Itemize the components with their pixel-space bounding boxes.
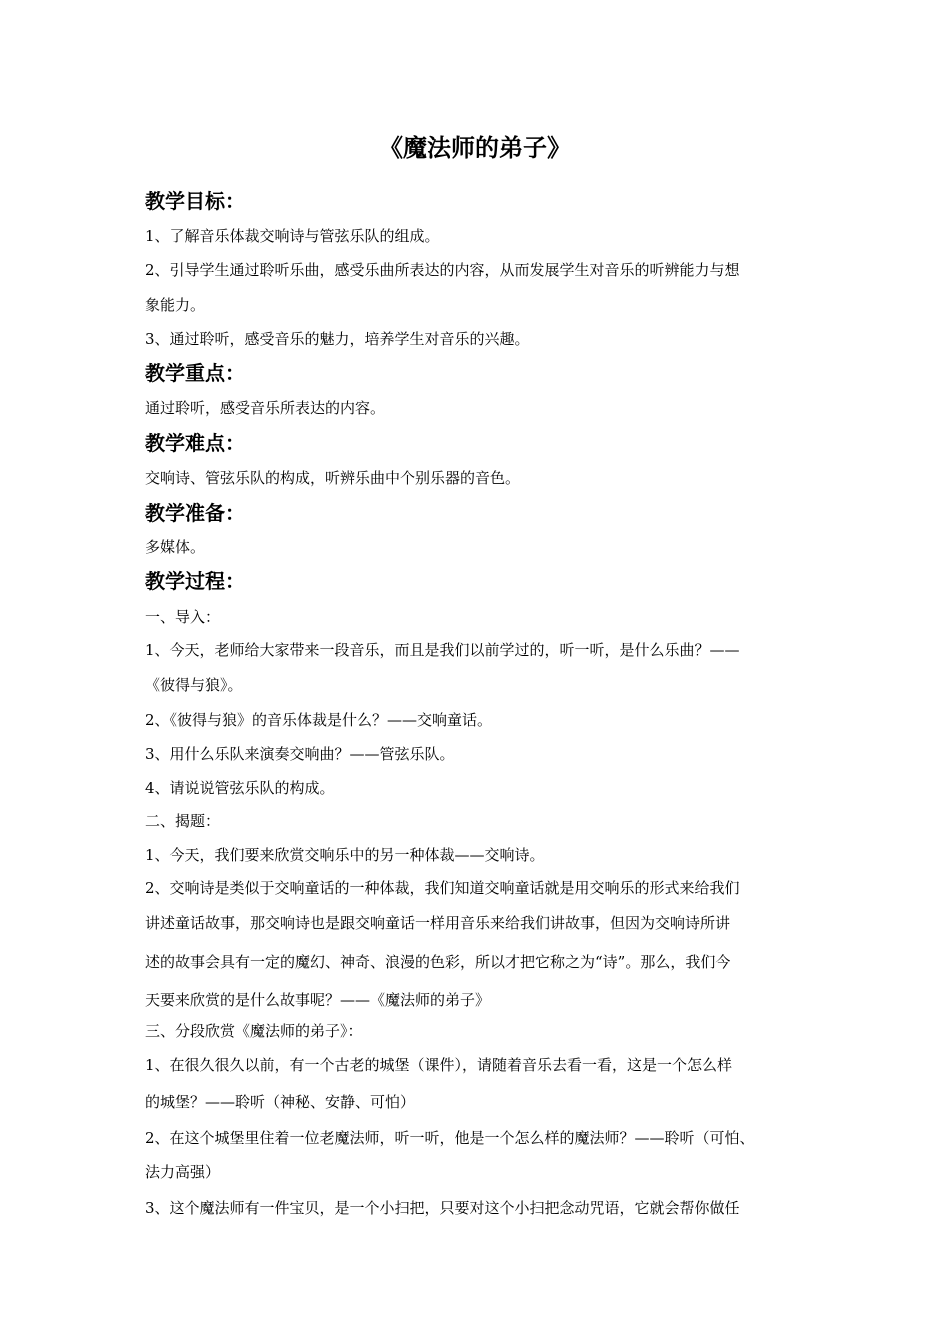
process-line: 讲述童话故事，那交响诗也是跟交响童话一样用音乐来给我们讲故事，但因为交响诗所讲: [145, 914, 731, 932]
process-line: 1、今天，老师给大家带来一段音乐，而且是我们以前学过的，听一听，是什么乐曲？——: [145, 641, 740, 659]
process-line: 天要来欣赏的是什么故事呢？——《魔法师的弟子》: [145, 991, 491, 1009]
process-line: 的城堡？——聆听（神秘、安静、可怕）: [145, 1093, 416, 1111]
process-line: 3、这个魔法师有一件宝贝，是一个小扫把，只要对这个小扫把念动咒语，它就会帮你做任: [145, 1199, 740, 1217]
process-line: 2、交响诗是类似于交响童话的一种体裁，我们知道交响童话就是用交响乐的形式来给我们: [145, 879, 740, 897]
process-line: 一、导入：: [145, 608, 221, 626]
process-line: 2、《彼得与狼》的音乐体裁是什么？——交响童话。: [145, 711, 493, 729]
process-line: 2、在这个城堡里住着一位老魔法师，听一听，他是一个怎么样的魔法师？——聆听（可怕、: [145, 1129, 755, 1147]
process-line: 1、在很久很久以前，有一个古老的城堡（课件），请随着音乐去看一看，这是一个怎么样: [145, 1056, 733, 1074]
objective-line: 2、引导学生通过聆听乐曲，感受乐曲所表达的内容，从而发展学生对音乐的听辨能力与想: [145, 261, 740, 279]
preparation-heading: 教学准备：: [145, 501, 245, 525]
process-line: 《彼得与狼》。: [145, 676, 243, 694]
difficulties-heading: 教学难点：: [145, 431, 245, 455]
process-line: 1、今天，我们要来欣赏交响乐中的另一种体裁——交响诗。: [145, 846, 545, 864]
key-points-heading: 教学重点：: [145, 361, 245, 385]
document-title: 《魔法师的弟子》: [379, 134, 571, 162]
objectives-heading: 教学目标：: [145, 189, 245, 213]
process-line: 3、用什么乐队来演奏交响曲？——管弦乐队。: [145, 745, 455, 763]
process-line: 二、揭题：: [145, 812, 221, 830]
process-line: 法力高强）: [145, 1163, 221, 1181]
difficulties-text: 交响诗、管弦乐队的构成，听辨乐曲中个别乐器的音色。: [145, 469, 521, 487]
objective-line: 象能力。: [145, 296, 206, 314]
objective-line: 1、了解音乐体裁交响诗与管弦乐队的组成。: [145, 227, 440, 245]
preparation-text: 多媒体。: [145, 538, 206, 556]
process-line: 4、请说说管弦乐队的构成。: [145, 779, 335, 797]
objective-line: 3、通过聆听，感受音乐的魅力，培养学生对音乐的兴趣。: [145, 330, 530, 348]
process-line: 三、分段欣赏《魔法师的弟子》：: [145, 1022, 363, 1040]
key-points-text: 通过聆听，感受音乐所表达的内容。: [145, 399, 386, 417]
process-heading: 教学过程：: [145, 569, 245, 593]
process-line: 述的故事会具有一定的魔幻、神奇、浪漫的色彩，所以才把它称之为“诗”。那么，我们今: [145, 953, 731, 971]
